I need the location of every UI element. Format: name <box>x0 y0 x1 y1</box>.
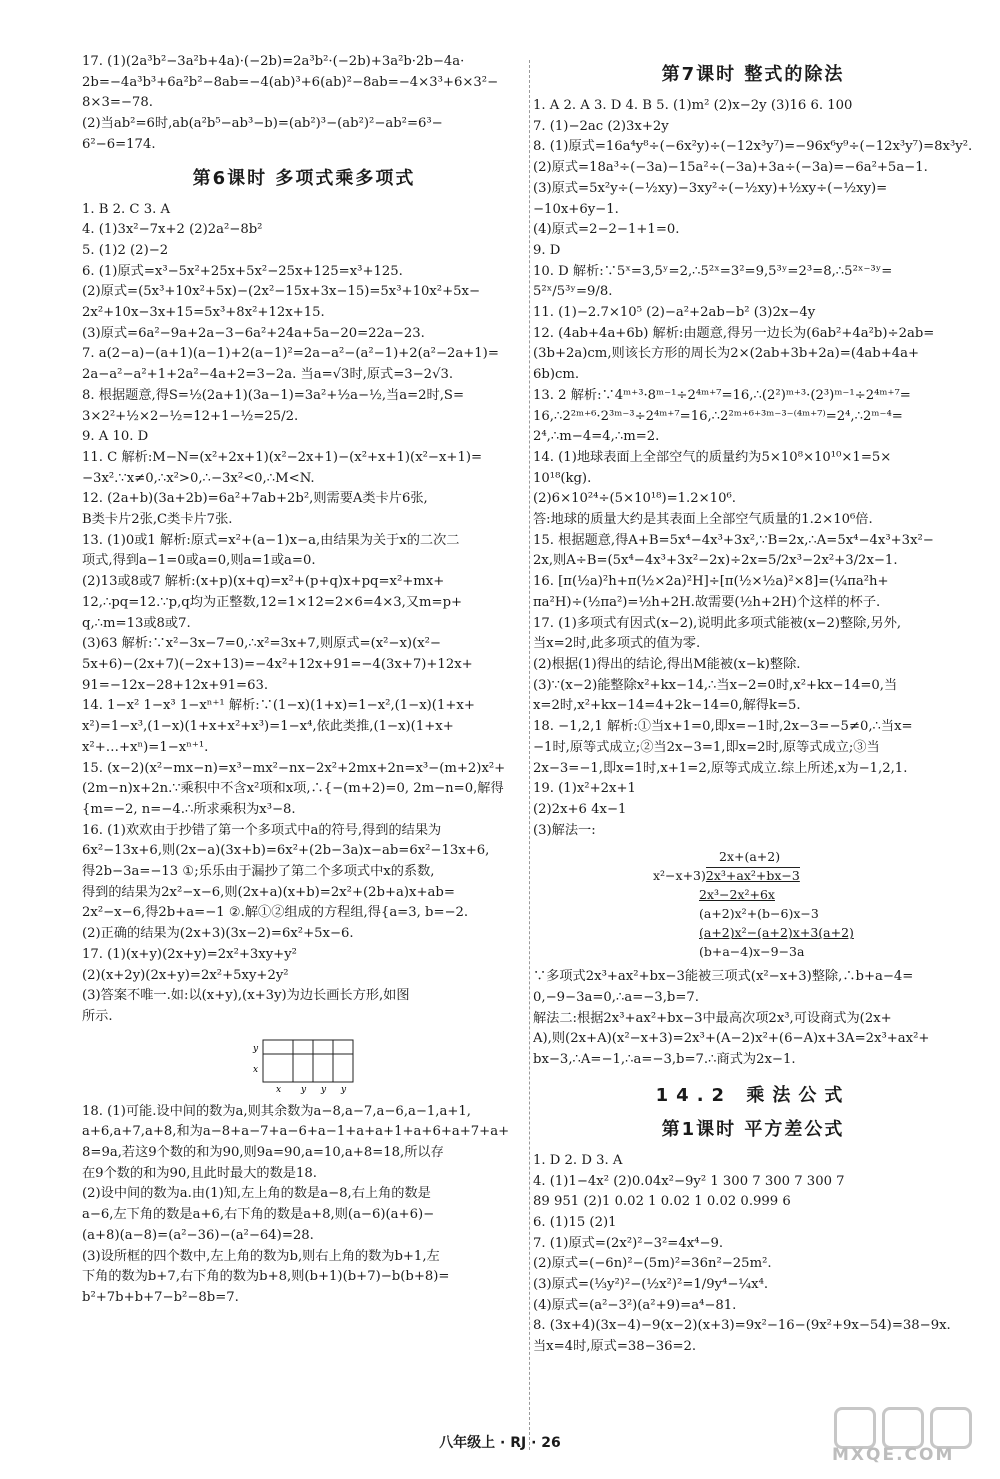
answer-line: 2x−3=−1,即x=1时,x+1=2,原等式成立.综上所述,x为−1,2,1. <box>533 760 908 776</box>
right-answers-after-division <box>533 967 973 1071</box>
division-step3: (a+2)x²−(a+2)x+3(a+2) <box>699 925 854 941</box>
answer-line: 8=9a,若这9个数的和为90,则9a=90,a=10,a+8=18,所以存 <box>82 1145 444 1161</box>
answer-line: {m=−2, n=−4.∴所求乘积为x³−8. <box>82 801 296 817</box>
answer-line: 5²ˣ/5³ʸ=9/8. <box>533 284 613 300</box>
answer-line: (3)设所框的四个数中,左上角的数为b,则右上角的数为b+1,左 <box>82 1248 440 1264</box>
answer-line: A),则(2x+A)(x²−x+3)=2x³+(A−2)x²+(6−A)x+3A=2x³+ax²+ <box>533 1031 930 1047</box>
answer-line: (3)原式=6a²−9a+2a−3−6a²+24a+5a−20=22a−23. <box>82 325 425 341</box>
watermark-site: MXQE.COM <box>832 1445 955 1465</box>
answer-line: 2b=−4a³b³+6a²b²−8ab=−4(ab)³+6(ab)²−8ab=−4×3³+6×3²− <box>82 74 499 90</box>
answer-line: (4)原式=2−2−1+1=0. <box>533 222 680 238</box>
answer-line: (3)∵(x−2)能整除x²+kx−14,∴当x−2=0时,x²+kx−14=0,当 <box>533 677 898 693</box>
heading-lesson-6: 第6课时 多项式乘多项式 <box>192 167 416 189</box>
answer-line: 11. (1)−2.7×10⁵ (2)−a²+2ab−b² (3)2x−4y <box>533 305 816 321</box>
answer-line: 所示. <box>82 1008 113 1024</box>
answer-line: 15. 根据题意,得A+B=5x⁴−4x³+3x²,∵B=2x,∴A=5x⁴−4x³+3x²− <box>533 532 934 548</box>
answer-line: 6²−6=174. <box>82 136 156 152</box>
answer-line: (2)当ab²=6时,ab(a²b⁵−ab³−b)=(ab²)³−(ab²)²−ab²=6³− <box>82 116 443 132</box>
fig-label-y: y <box>253 1043 259 1054</box>
answer-line: 10. D 解析:∵5ˣ=3,5ʸ=2,∴5²ˣ=3²=9,5³ʸ=2³=8,∴5²ˣ⁻³ʸ= <box>533 263 893 279</box>
answer-line: 6. (1)原式=x³−5x²+25x+5x²−25x+125=x³+125. <box>82 263 403 279</box>
answer-line: 项式,得到a−1=0或a=0,则a=1或a=0. <box>82 553 316 569</box>
left-answers-lesson-6 <box>82 200 526 1028</box>
answer-line: x²+…+xⁿ)=1−xⁿ⁺¹. <box>82 739 209 755</box>
answer-line: 6b)cm. <box>533 367 580 383</box>
answer-line: 2x²−x−6,得2b+a=−1 ②.解①②组成的方程组,得{a=3, b=−2. <box>82 905 469 921</box>
answer-line: a+6,a+7,a+8,和为a−8+a−7+a−6+a−1+a+a+1+a+6+a+7+a+ <box>82 1124 510 1140</box>
answer-line: (3)答案不唯一.如:以(x+y),(x+3y)为边长画长方形,如图 <box>82 988 410 1004</box>
answer-line: 12. (4ab+4a+6b) 解析:由题意,得另一边长为(6ab²+4a²b)÷2ab= <box>533 325 935 341</box>
answer-line: 得2b−3a=−13 ①;乐乐由于漏抄了第二个多项式中x的系数, <box>82 864 435 880</box>
answer-line: 1. A 2. A 3. D 4. B 5. (1)m² (2)x−2y (3)16 6. 100 <box>533 98 853 113</box>
rectangle-figure <box>249 1034 359 1094</box>
answer-line: 13. (1)0或1 解析:原式=x²+(a−1)x−a,由结果为关于x的二次二 <box>82 532 460 548</box>
answer-line: 2a−a²−a²+1+2a²−4a+2=3−2a. 当a=√3时,原式=3−2√3. <box>82 367 454 383</box>
section-14-2-title: 14.2 乘法公式 <box>655 1084 851 1106</box>
answer-line: 下角的数为b+7,右下角的数为b+8,则(b+1)(b+7)−b(b+8)= <box>82 1269 450 1285</box>
answer-line: 3×2²+½×2−½=12+1−½=25/2. <box>82 408 299 424</box>
answer-line: 89 951 (2)1 0.02 1 0.02 1 0.02 0.999 6 <box>533 1194 791 1210</box>
answer-line: bx−3,∴A=−1,∴a=−3,b=7.∴商式为2x−1. <box>533 1052 796 1068</box>
answer-line: (2)原式=(5x³+10x²+5x)−(2x²−15x+3x−15)=5x³+10x²+5x− <box>82 284 481 300</box>
answer-line: (2)2x+6 4x−1 <box>533 801 627 817</box>
answer-line: 17. (1)(2a³b²−3a²b+4a)·(−2b)=2a³b²·(−2b)+3a²b·2b−4a· <box>82 54 465 69</box>
answer-line: (2)正确的结果为(2x+3)(3x−2)=6x²+5x−6. <box>82 926 354 942</box>
answer-line: 在9个数的和为90,且此时最大的数是18. <box>82 1165 317 1181</box>
answer-line: (2)13或8或7 解析:(x+p)(x+q)=x²+(p+q)x+pq=x²+mx+ <box>82 574 445 590</box>
answer-line: 当x=4时,原式=38−36=2. <box>533 1339 697 1355</box>
answer-line: (2)根据(1)得出的结论,得出M能被(x−k)整除. <box>533 656 801 672</box>
answer-line: (a+8)(a−8)=(a²−36)−(a²−64)=28. <box>82 1227 314 1243</box>
answer-line: 18. −1,2,1 解析:①当x+1=0,即x=−1时,2x−3=−5≠0,∴当x= <box>533 719 913 735</box>
answer-line: b²+7b+b+7−b²−8b=7. <box>82 1289 239 1305</box>
long-division: 2x+(a+2) x²−x+3)2x³+ax²+bx−3 2x³−2x²+6x (a+2)x²+(b−6)x−3 (a+2)x²−(a+2)x+3(a+2) (b+a−4)x−9−3a <box>653 847 873 961</box>
fig-bottom-y1: y <box>301 1084 307 1094</box>
heading-lesson-1: 第1课时 平方差公式 <box>661 1118 845 1140</box>
answer-line: 答:地球的质量大约是其表面上全部空气质量的1.2×10⁶倍. <box>533 512 873 528</box>
answer-line: 17. (1)多项式有因式(x−2),说明此多项式能被(x−2)整除,另外, <box>533 615 902 631</box>
answer-line: 12. (2a+b)(3a+2b)=6a²+7ab+2b²,则需要A类卡片6张, <box>82 491 428 507</box>
answer-line: 1. D 2. D 3. A <box>533 1152 623 1168</box>
division-dividend: 2x³+ax²+bx−3 <box>705 868 800 884</box>
answer-line: 7. (1)原式=(2x²)²−3²=4x⁴−9. <box>533 1235 724 1251</box>
answer-line: (2m−n)x+2n.∵乘积中不含x²项和x项,∴{−(m+2)=0, 2m−n=0,解得 <box>82 781 504 797</box>
answer-line: 7. (1)−2ac (2)3x+2y <box>533 118 669 134</box>
answer-line: 9. A 10. D <box>82 429 149 445</box>
answer-line: ∵多项式2x³+ax²+bx−3能被三项式(x²−x+3)整除,∴b+a−4= <box>533 969 914 985</box>
watermark-logo <box>832 1405 982 1467</box>
right-column <box>533 52 973 1358</box>
page-footer: 八年级上 · RJ · 26 <box>439 1435 561 1451</box>
answer-line: 19. (1)x²+2x+1 <box>533 781 636 797</box>
answer-line: 4. (1)1−4x² (2)0.04x²−9y² 1 300 7 300 7 300 7 <box>533 1173 845 1189</box>
answer-line: 14. (1)地球表面上全部空气的质量约为5×10⁸×10¹⁰×1=5× <box>533 449 892 465</box>
answer-line: 2x²+10x−3x+15=5x³+8x²+12x+15. <box>82 305 325 321</box>
answer-line: 当x=2时,此多项式的值为零. <box>533 636 701 652</box>
answer-line: (3b+2a)cm,则该长方形的周长为2×(2ab+3b+2a)=(4ab+4a+ <box>533 346 920 362</box>
answer-line: 11. C 解析:M−N=(x²+2x+1)(x²−2x+1)−(x²+x+1)(x²−x+1)= <box>82 449 483 465</box>
left-column <box>82 52 526 1309</box>
answer-line: 13. 2 解析:∵4ᵐ⁺³·8ᵐ⁻¹÷2⁴ᵐ⁺⁷=16,∴(2²)ᵐ⁺³·(2³)ᵐ⁻¹÷2⁴ᵐ⁺⁷= <box>533 387 911 403</box>
answer-line: x=2时,x²+kx−14=4+2k−14=0,解得k=5. <box>533 698 801 714</box>
answer-line: 2x,则A÷B=(5x⁴−4x³+3x²−2x)÷2x=5/2x³−2x²+3/2x−1. <box>533 553 898 569</box>
answer-line: 6x²−13x+6,则(2x−a)(3x+b)=6x²+(2b−3a)x−ab=6x²−13x+6, <box>82 843 490 859</box>
answer-line: (3)原式=5x²y÷(−½xy)−3xy²÷(−½xy)+½xy÷(−½xy)= <box>533 180 888 196</box>
answer-line: (2)原式=18a³÷(−3a)−15a²÷(−3a)+3a÷(−3a)=−6a²+5a−1. <box>533 160 928 176</box>
left-answers-bottom <box>82 1102 526 1309</box>
answer-line: (3)63 解析:∵x²−3x−7=0,∴x²=3x+7,则原式=(x²−x)(x²− <box>82 636 441 652</box>
right-answers-lesson-7 <box>533 96 973 841</box>
answer-line: q,∴m=13或8或7. <box>82 615 191 631</box>
answer-line: (2)设中间的数为a.由(1)知,左上角的数是a−8,右上角的数是 <box>82 1186 431 1202</box>
answer-line: 解法二:根据2x³+ax²+bx−3中最高次项2x³,可设商式为(2x+ <box>533 1010 892 1026</box>
fig-label-x: x <box>253 1064 259 1075</box>
answer-line: (2)6×10²⁴÷(5×10¹⁸)=1.2×10⁶. <box>533 491 736 507</box>
answer-line: −10x+6y−1. <box>533 201 619 217</box>
answer-line: 12,∴pq=12.∵p,q均为正整数,12=1×12=2×6=4×3,又m=p+ <box>82 594 463 610</box>
answer-line: 4. (1)3x²−7x+2 (2)2a²−8b² <box>82 222 263 238</box>
answer-line: 16. [π(½a)²h+π(½×2a)²H]÷[π(½×½a)²×8]=(¼πa²h+ <box>533 574 889 590</box>
answer-line: 8. (3x+4)(3x−4)−9(x−2)(x+3)=9x²−16−(9x²+9x−54)=38−9x. <box>533 1318 951 1334</box>
answer-line: 91=−12x−28+12x+91=63. <box>82 677 269 693</box>
division-divisor: x²−x+3 <box>653 868 702 884</box>
division-step1: 2x³−2x²+6x <box>699 887 775 903</box>
heading-lesson-7: 第7课时 整式的除法 <box>661 64 845 85</box>
answer-line: 8. 根据题意,得S=½(2a+1)(3a−1)=3a²+½a−½,当a=2时,S= <box>82 387 464 403</box>
fig-bottom-x: x <box>276 1084 282 1094</box>
fig-bottom-y3: y <box>341 1084 347 1094</box>
fig-bottom-y2: y <box>321 1084 327 1094</box>
answer-line: 6. (1)15 (2)1 <box>533 1214 617 1230</box>
answer-line: πa²H)÷(½πa²)=½h+2H.故需要(½h+2H)个这样的杯子. <box>533 594 881 610</box>
division-step2: (a+2)x²+(b−6)x−3 <box>699 906 819 922</box>
answer-line: x²)=1−x³,(1−x)(1+x+x²+x³)=1−x⁴,依此类推,(1−x)(1+x+ <box>82 719 454 735</box>
answer-line: 14. 1−x² 1−x³ 1−xⁿ⁺¹ 解析:∵(1−x)(1+x)=1−x²,(1−x)(1+x+ <box>82 698 475 714</box>
answer-line: 18. (1)可能.设中间的数为a,则其余数为a−8,a−7,a−6,a−1,a+1, <box>82 1103 471 1119</box>
answer-line: −3x².∵x≠0,∴x²>0,∴−3x²<0,∴M<N. <box>82 470 315 486</box>
answer-line: 5x+6)−(2x+7)(−2x+13)=−4x²+12x+91=−4(3x+7)+12x+ <box>82 656 473 672</box>
answer-line: −1时,原等式成立;②当2x−3=1,即x=2时,原等式成立;③当 <box>533 739 880 755</box>
answer-line: 8. (1)原式=16a⁴y⁸÷(−6x²y)÷(−12x³y⁷)=−96x⁶y⁹÷(−12x³y⁷)=8x³y². <box>533 139 973 155</box>
answer-line: (3)原式=(⅓y²)²−(½x²)²=1/9y⁴−¼x⁴. <box>533 1277 769 1293</box>
right-answers-lesson-1 <box>533 1151 973 1358</box>
answer-line: 15. (x−2)(x²−mx−n)=x³−mx²−nx−2x²+2mx+2n=x³−(m+2)x²+ <box>82 760 506 776</box>
answer-line: 5. (1)2 (2)−2 <box>82 242 169 258</box>
answer-line: 16,∴2²ᵐ⁺⁶·2³ᵐ⁻³÷2⁴ᵐ⁺⁷=16,∴2²ᵐ⁺⁶⁺³ᵐ⁻³⁻⁽⁴ᵐ⁺⁷⁾=2⁴,∴2ᵐ⁻⁴= <box>533 408 903 424</box>
answer-line: (3)解法一: <box>533 822 596 838</box>
left-answers-top <box>82 52 526 156</box>
answer-line: 2⁴,∴m−4=4,∴m=2. <box>533 429 660 445</box>
answer-line: 0,−9−3a=0,∴a=−3,b=7. <box>533 990 699 1006</box>
answer-line: B类卡片2张,C类卡片7张. <box>82 512 233 528</box>
answer-line: 16. (1)欢欢由于抄错了第一个多项式中a的符号,得到的结果为 <box>82 822 442 838</box>
answer-line: 9. D <box>533 242 561 258</box>
answer-line: 得到的结果为2x²−x−6,则(2x+a)(x+b)=2x²+(2b+a)x+ab= <box>82 884 455 900</box>
answer-line: (4)原式=(a²−3²)(a²+9)=a⁴−81. <box>533 1297 737 1313</box>
column-divider <box>529 60 530 1450</box>
division-quotient: 2x+(a+2) <box>719 849 781 865</box>
answer-line: 8×3=−78. <box>82 95 153 111</box>
answer-line: 1. B 2. C 3. A <box>82 201 171 217</box>
answer-line: (2)(x+2y)(2x+y)=2x²+5xy+2y² <box>82 967 289 983</box>
division-remainder: (b+a−4)x−9−3a <box>699 944 805 960</box>
answer-line: a−6,左下角的数是a+6,右下角的数是a+8,则(a−6)(a+6)− <box>82 1207 435 1223</box>
answer-line: 10¹⁸(kg). <box>533 470 592 486</box>
answer-line: (2)原式=(−6n)²−(5m)²=36n²−25m². <box>533 1256 772 1272</box>
answer-line: 7. a(2−a)−(a+1)(a−1)+2(a−1)²=2a−a²−(a²−1)+2(a²−2a+1)= <box>82 346 499 362</box>
answer-line: 17. (1)(x+y)(2x+y)=2x²+3xy+y² <box>82 946 297 962</box>
